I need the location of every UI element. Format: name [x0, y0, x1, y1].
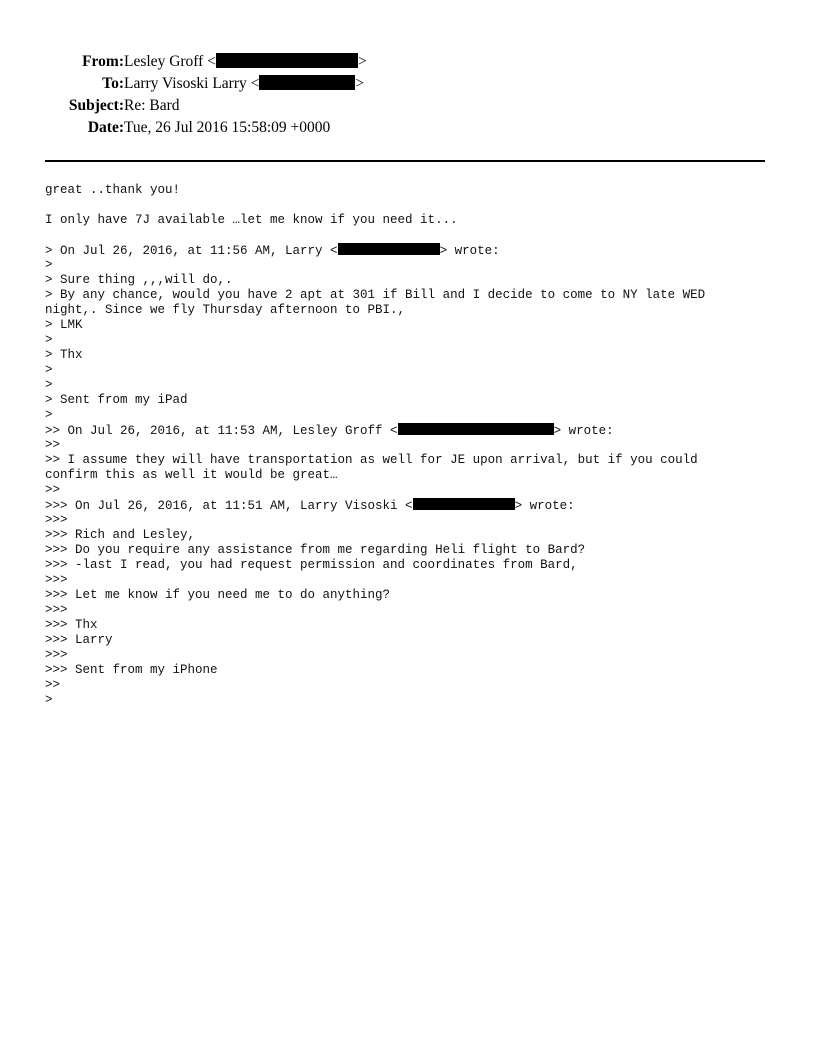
quoted-header-text: > wrote: [514, 499, 575, 513]
body-line: >>> [45, 603, 68, 617]
body-line: >>> Larry [45, 633, 113, 647]
body-line [45, 228, 785, 243]
to-value: Larry Visoski Larry < [124, 75, 260, 92]
to-label: To: [102, 75, 124, 92]
email-body [45, 183, 785, 708]
quoted-header-line [45, 423, 785, 438]
quoted-header-text: > wrote: [439, 244, 500, 258]
body-line: > [45, 333, 53, 347]
body-line: >>> -last I read, you had request permission and coordinates from Bard, [45, 558, 578, 572]
body-line: > [45, 408, 53, 422]
quoted-header-text: >>> On Jul 26, 2016, at 11:51 AM, Larry Visoski < [45, 499, 413, 513]
body-line: > Sure thing ,,,will do,. [45, 273, 233, 287]
body-line: >> [45, 483, 61, 497]
body-line: >> [45, 678, 61, 692]
quoted-header-text: > wrote: [553, 424, 614, 438]
from-value: Lesley Groff < [124, 53, 216, 70]
quoted-header-line [45, 498, 785, 513]
body-line: > Sent from my iPad [45, 393, 188, 407]
redacted-email-block [338, 243, 440, 255]
body-line: >>> Do you require any assistance from me regarding Heli flight to Bard? [45, 543, 586, 557]
quoted-header-text: > On Jul 26, 2016, at 11:56 AM, Larry < [45, 244, 338, 258]
body-line: I only have 7J available …let me know if you need it... [45, 213, 458, 227]
body-line: night,. Since we fly Thursday afternoon to PBI., [45, 303, 406, 317]
body-line: great ..thank you! [45, 183, 181, 197]
body-line: >>> Let me know if you need me to do anything? [45, 588, 391, 602]
date-label: Date: [87, 119, 124, 136]
from-close: > [357, 53, 367, 70]
body-line: >>> [45, 573, 68, 587]
redacted-email-block [216, 53, 358, 68]
header-divider [45, 160, 765, 162]
body-line: > By any chance, would you have 2 apt at 301 if Bill and I decide to come to NY late WED [45, 288, 706, 302]
body-line: >>> [45, 648, 68, 662]
body-line: >>> [45, 513, 68, 527]
from-row [0, 53, 816, 73]
body-line: > [45, 693, 53, 707]
quoted-header-line [45, 243, 785, 258]
subject-value: Re: Bard [124, 97, 180, 114]
body-line: > [45, 258, 53, 272]
redacted-email-block [259, 75, 355, 90]
body-line: > [45, 378, 53, 392]
body-line: > Thx [45, 348, 83, 362]
from-label: From: [82, 53, 124, 70]
quoted-header-text: >> On Jul 26, 2016, at 11:53 AM, Lesley Groff < [45, 424, 398, 438]
subject-label: Subject: [68, 97, 124, 114]
body-line: >>> Thx [45, 618, 98, 632]
body-line: >> I assume they will have transportation as well for JE upon arrival, but if you could [45, 453, 698, 467]
body-line: >> [45, 438, 61, 452]
body-line [45, 198, 785, 213]
body-line: >>> Rich and Lesley, [45, 528, 196, 542]
body-line: > LMK [45, 318, 83, 332]
body-line: > [45, 363, 53, 377]
body-line: >>> Sent from my iPhone [45, 663, 218, 677]
body-line: confirm this as well it would be great… [45, 468, 338, 482]
date-value: Tue, 26 Jul 2016 15:58:09 +0000 [124, 119, 331, 136]
date-row [0, 119, 816, 139]
redacted-email-block [398, 423, 554, 435]
to-close: > [355, 75, 365, 92]
subject-row [0, 97, 816, 117]
to-row [0, 75, 816, 95]
redacted-email-block [413, 498, 515, 510]
